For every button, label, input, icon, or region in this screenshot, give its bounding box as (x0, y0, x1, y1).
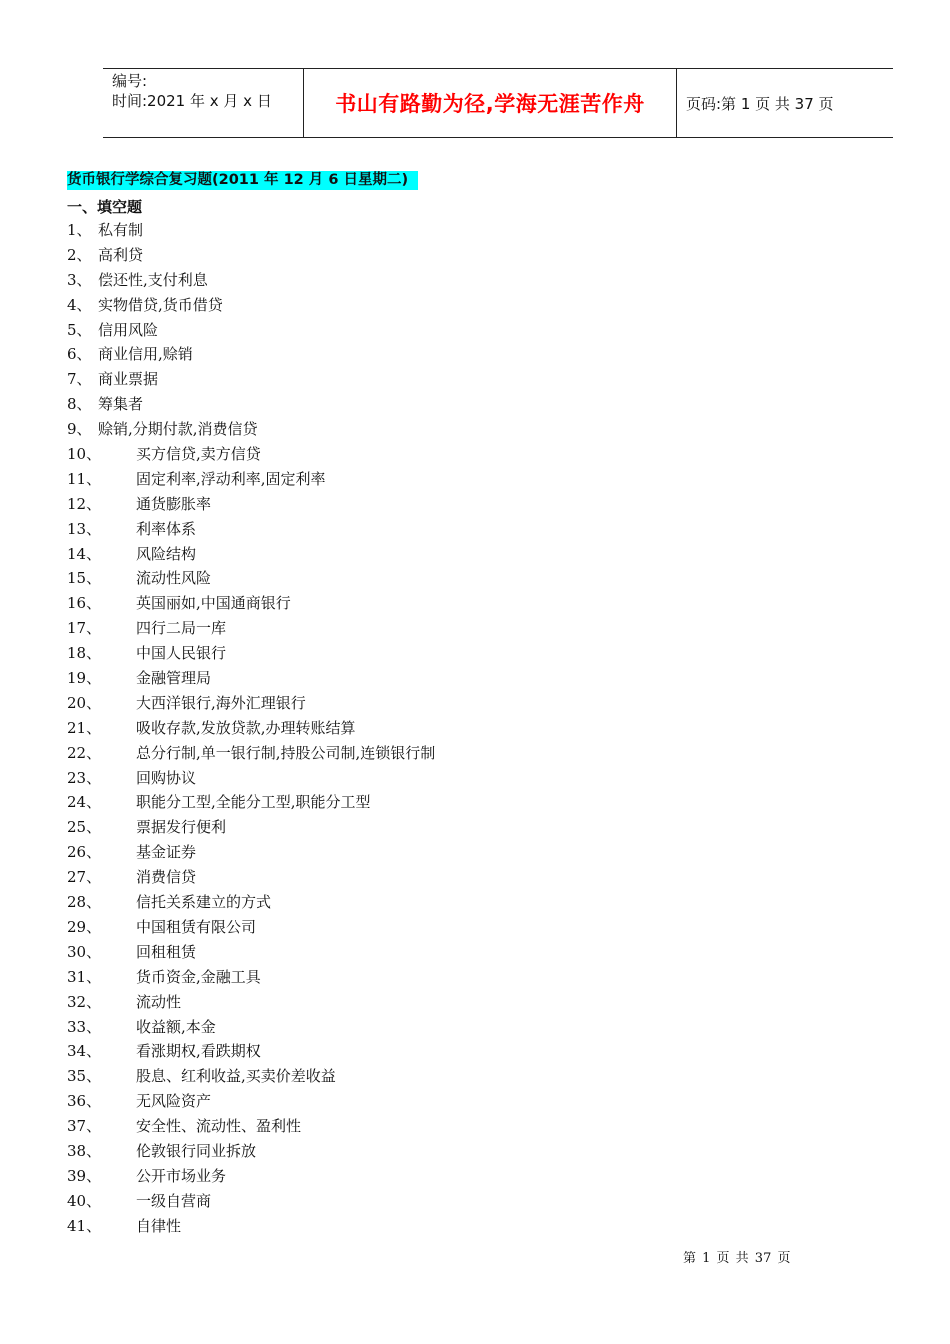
list-item (67, 990, 435, 1015)
page-code: 页码:第 1 页 共 37 页 (686, 94, 834, 113)
item-number: 16、 (67, 594, 102, 613)
item-answer: 利率体系 (136, 519, 197, 538)
list-item (67, 716, 435, 741)
item-answer: 金融管理局 (136, 669, 212, 688)
item-number: 25、 (67, 818, 102, 837)
item-answer: 基金证券 (136, 843, 197, 862)
item-answer: 商业票据 (98, 370, 159, 389)
list-item (67, 915, 435, 940)
item-number: 35、 (67, 1067, 102, 1086)
item-number: 19、 (67, 669, 102, 688)
item-answer: 筹集者 (98, 395, 144, 414)
item-number: 31、 (67, 967, 102, 986)
list-item (67, 1039, 435, 1064)
item-answer: 安全性、流动性、盈利性 (136, 1117, 302, 1136)
document-title: 货币银行学综合复习题(2011 年 12 月 6 日星期二) (67, 171, 418, 190)
item-number: 32、 (67, 992, 102, 1011)
item-answer: 私有制 (98, 221, 144, 239)
list-item (67, 666, 435, 691)
list-item (67, 566, 435, 591)
item-number: 7、 (67, 370, 92, 389)
item-number: 23、 (67, 768, 102, 787)
list-item (67, 318, 435, 343)
item-answer: 总分行制,单一银行制,持股公司制,连锁银行制 (136, 743, 436, 762)
list-item (67, 815, 435, 840)
item-number: 11、 (67, 469, 102, 488)
list-item (67, 367, 435, 392)
item-number: 34、 (67, 1042, 102, 1061)
item-answer: 固定利率,浮动利率,固定利率 (136, 469, 326, 488)
item-answer: 股息、红利收益,买卖价差收益 (136, 1067, 336, 1086)
list-item (67, 1139, 435, 1164)
list-item (67, 1064, 435, 1089)
item-number: 24、 (67, 793, 102, 812)
list-item (67, 766, 435, 791)
item-answer: 信用风险 (98, 320, 159, 339)
item-number: 3、 (67, 270, 92, 289)
list-item (67, 641, 435, 666)
list-item (67, 591, 435, 616)
answer-list (67, 218, 435, 1239)
list-item (67, 1089, 435, 1114)
item-number: 39、 (67, 1166, 102, 1185)
item-answer: 流动性风险 (136, 569, 212, 588)
list-item (67, 840, 435, 865)
list-item (67, 741, 435, 766)
list-item (67, 1164, 435, 1189)
item-number: 10、 (67, 445, 102, 464)
item-number: 27、 (67, 868, 102, 887)
item-number: 33、 (67, 1017, 102, 1036)
list-item (67, 1189, 435, 1214)
item-answer: 大西洋银行,海外汇理银行 (136, 693, 306, 712)
item-number: 22、 (67, 743, 102, 762)
item-answer: 回租租赁 (136, 942, 197, 961)
item-answer: 信托关系建立的方式 (136, 893, 272, 912)
list-item (67, 1214, 435, 1239)
item-answer: 无风险资产 (136, 1092, 212, 1111)
item-number: 38、 (67, 1141, 102, 1160)
list-item (67, 293, 435, 318)
item-answer: 自律性 (136, 1216, 182, 1235)
list-item (67, 243, 435, 268)
item-answer: 风险结构 (136, 544, 197, 563)
header-motto-cell (304, 69, 677, 137)
item-number: 2、 (67, 245, 92, 264)
item-answer: 英国丽如,中国通商银行 (136, 594, 291, 613)
item-answer: 偿还性,支付利息 (98, 270, 208, 289)
item-number: 14、 (67, 544, 102, 563)
item-number: 21、 (67, 718, 102, 737)
item-answer: 流动性 (136, 992, 182, 1011)
item-number: 15、 (67, 569, 102, 588)
header-meta-cell (103, 69, 304, 137)
list-item (67, 865, 435, 890)
list-item (67, 790, 435, 815)
list-item (67, 268, 435, 293)
item-number: 41、 (67, 1216, 102, 1235)
list-item (67, 1114, 435, 1139)
item-answer: 买方信贷,卖方信贷 (136, 445, 261, 464)
item-answer: 消费信贷 (136, 868, 197, 887)
list-item (67, 342, 435, 367)
list-item (67, 442, 435, 467)
item-answer: 通货膨胀率 (136, 494, 212, 513)
document-header (103, 68, 893, 138)
item-answer: 实物借贷,货币借贷 (98, 295, 223, 314)
item-number: 26、 (67, 843, 102, 862)
date-label: 时间:2021 年 x 月 x 日 (112, 92, 272, 110)
item-number: 13、 (67, 519, 102, 538)
motto-text: 书山有路勤为径,学海无涯苦作舟 (335, 92, 645, 116)
item-answer: 吸收存款,发放贷款,办理转账结算 (136, 718, 356, 737)
section-title: 一、填空题 (67, 198, 143, 216)
item-number: 29、 (67, 917, 102, 936)
item-answer: 职能分工型,全能分工型,职能分工型 (136, 793, 371, 812)
item-answer: 赊销,分期付款,消费信贷 (98, 420, 258, 439)
item-number: 20、 (67, 693, 102, 712)
item-number: 12、 (67, 494, 102, 513)
item-number: 28、 (67, 893, 102, 912)
item-number: 5、 (67, 320, 92, 339)
list-item (67, 517, 435, 542)
item-answer: 四行二局一库 (136, 619, 227, 638)
page-footer: 第 1 页 共 37 页 (683, 1251, 791, 1266)
item-answer: 商业信用,赊销 (98, 345, 193, 364)
item-answer: 公开市场业务 (136, 1166, 227, 1185)
item-answer: 伦敦银行同业拆放 (136, 1141, 257, 1160)
list-item (67, 1015, 435, 1040)
item-number: 4、 (67, 295, 92, 314)
item-answer: 高利贷 (98, 245, 144, 264)
list-item (67, 965, 435, 990)
item-answer: 货币资金,金融工具 (136, 967, 261, 986)
list-item (67, 392, 435, 417)
item-answer: 中国人民银行 (136, 644, 227, 663)
item-number: 8、 (67, 395, 92, 414)
item-answer: 看涨期权,看跌期权 (136, 1042, 261, 1061)
item-number: 9、 (67, 420, 92, 439)
item-number: 37、 (67, 1117, 102, 1136)
item-answer: 一级自营商 (136, 1191, 212, 1210)
item-answer: 收益额,本金 (136, 1017, 216, 1036)
list-item (67, 542, 435, 567)
list-item (67, 218, 435, 243)
list-item (67, 417, 435, 442)
code-label: 编号: (112, 72, 148, 90)
item-number: 1、 (67, 221, 92, 239)
list-item (67, 467, 435, 492)
item-number: 30、 (67, 942, 102, 961)
list-item (67, 940, 435, 965)
item-number: 18、 (67, 644, 102, 663)
list-item (67, 691, 435, 716)
list-item (67, 890, 435, 915)
list-item (67, 492, 435, 517)
item-answer: 票据发行便利 (136, 818, 227, 837)
item-number: 6、 (67, 345, 92, 364)
item-number: 40、 (67, 1191, 102, 1210)
item-answer: 回购协议 (136, 768, 197, 787)
item-number: 17、 (67, 619, 102, 638)
header-page-cell (677, 69, 893, 137)
item-answer: 中国租赁有限公司 (136, 917, 257, 936)
item-number: 36、 (67, 1092, 102, 1111)
list-item (67, 616, 435, 641)
